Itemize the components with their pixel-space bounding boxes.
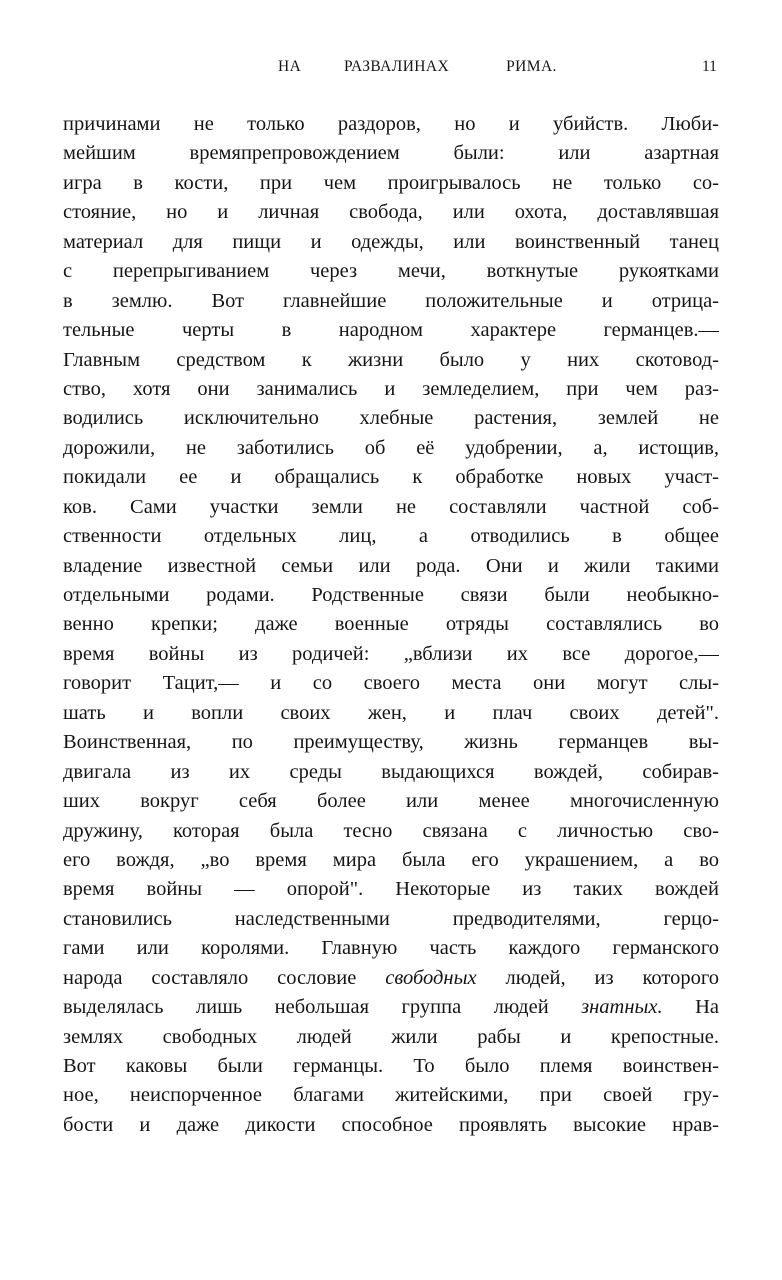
text-line — [63, 198, 719, 227]
italic-text-segment: свободных — [385, 966, 477, 989]
text-line — [63, 758, 719, 787]
body-text — [63, 110, 719, 1140]
text-line — [63, 169, 719, 198]
running-head — [0, 58, 782, 80]
text-segment: покидали ее и обращались к обработке новых участ- — [63, 466, 719, 489]
text-segment: его вождя, „во время мира была его украшением, а во — [63, 848, 719, 871]
text-segment: дорожили, не заботились об её удобрении, а, истощив, — [63, 436, 719, 459]
text-line — [63, 375, 719, 404]
text-line — [63, 316, 719, 345]
text-segment: мейшим времяпрепровождением были: или азартная — [63, 142, 719, 165]
text-line — [63, 434, 719, 463]
text-segment: тельные черты в народном характере германцев.— — [63, 319, 719, 342]
text-segment: людей, из которого — [476, 966, 719, 989]
text-line — [63, 905, 719, 934]
text-segment: Воинственная, по преимуществу, жизнь германцев вы- — [63, 731, 719, 754]
text-line — [63, 1081, 719, 1110]
text-segment: ственности отдельных лиц, а отводились в общее — [63, 525, 719, 548]
text-segment: выделялась лишь небольшая группа людей — [63, 996, 582, 1019]
text-segment: ших вокруг себя более или менее многочисленную — [63, 790, 719, 813]
text-segment: причинами не только раздоров, но и убийств. Люби- — [63, 113, 719, 135]
text-segment: дружину, которая была тесно связана с личностью сво- — [63, 819, 719, 842]
text-line — [63, 817, 719, 846]
text-segment: двигала из их среды выдающихся вождей, собирав- — [63, 760, 719, 783]
text-line — [63, 110, 719, 139]
text-segment: гами или королями. Главную часть каждого германского — [63, 937, 719, 960]
text-line — [63, 669, 719, 698]
italic-text-segment: знатных. — [581, 996, 663, 1019]
text-segment: материал для пищи и одежды, или воинственный танец — [63, 230, 719, 253]
text-line — [63, 934, 719, 963]
text-line — [63, 581, 719, 610]
text-segment: отдельными родами. Родственные связи были необыкно- — [63, 584, 719, 606]
text-segment: говорит Тацит,— и со своего места они могут слы- — [63, 672, 719, 695]
text-line — [63, 699, 719, 728]
text-line — [63, 346, 719, 375]
text-line — [63, 463, 719, 492]
text-segment: Главным средством к жизни было у них скотовод- — [63, 348, 719, 371]
text-line — [63, 257, 719, 286]
text-line — [63, 1111, 719, 1140]
text-segment: ное, неиспорченное благами житейскими, при своей гру- — [63, 1084, 719, 1107]
text-line — [63, 228, 719, 257]
text-segment: время войны из родичей: „вблизи их все дорогое,— — [63, 642, 719, 665]
text-line — [63, 493, 719, 522]
text-segment: народа составляло сословие — [63, 966, 386, 989]
text-segment: бости и даже дикости способное проявлять высокие нрав- — [63, 1113, 719, 1136]
text-line — [63, 993, 719, 1022]
text-line — [63, 610, 719, 639]
text-segment: Вот каковы были германцы. То было племя воинствен- — [63, 1055, 719, 1077]
text-segment: игра в кости, при чем проигрывалось не только со- — [63, 171, 719, 194]
text-line — [63, 787, 719, 816]
text-line — [63, 287, 719, 316]
text-segment: в землю. Вот главнейшие положительные и отрица- — [63, 289, 719, 312]
text-segment: венно крепки; даже военные отряды составлялись во — [63, 613, 719, 636]
text-segment: На — [662, 996, 719, 1019]
text-segment: стояние, но и личная свобода, или охота, доставлявшая — [63, 201, 719, 224]
text-line — [63, 552, 719, 581]
text-segment: ство, хотя они занимались и земледелием, при чем раз- — [63, 377, 719, 400]
text-segment: с перепрыгиванием через мечи, воткнутые рукоятками — [63, 260, 719, 283]
text-line — [63, 1023, 719, 1052]
text-segment: ков. Сами участки земли не составляли частной соб- — [63, 495, 719, 518]
text-segment: землях свободных людей жили рабы и крепостные. — [63, 1025, 719, 1048]
text-segment: владение известной семьи или рода. Они и жили такими — [63, 554, 719, 577]
text-line — [63, 404, 719, 433]
text-line — [63, 964, 719, 993]
text-line — [63, 846, 719, 875]
text-line — [63, 1052, 719, 1081]
text-segment: становились наследственными предводителями, герцо- — [63, 907, 719, 930]
text-line — [63, 875, 719, 904]
text-segment: время войны — опорой". Некоторые из таких вождей — [63, 878, 719, 901]
running-title: НА РАЗВАЛИНАХ РИМА. — [278, 58, 557, 75]
text-line — [63, 728, 719, 757]
page-number: 11 — [702, 58, 717, 75]
text-line — [63, 640, 719, 669]
text-line — [63, 522, 719, 551]
text-segment: шать и вопли своих жен, и плач своих детей". — [63, 701, 719, 724]
text-segment: водились исключительно хлебные растения, землей не — [63, 407, 719, 430]
text-line — [63, 139, 719, 168]
